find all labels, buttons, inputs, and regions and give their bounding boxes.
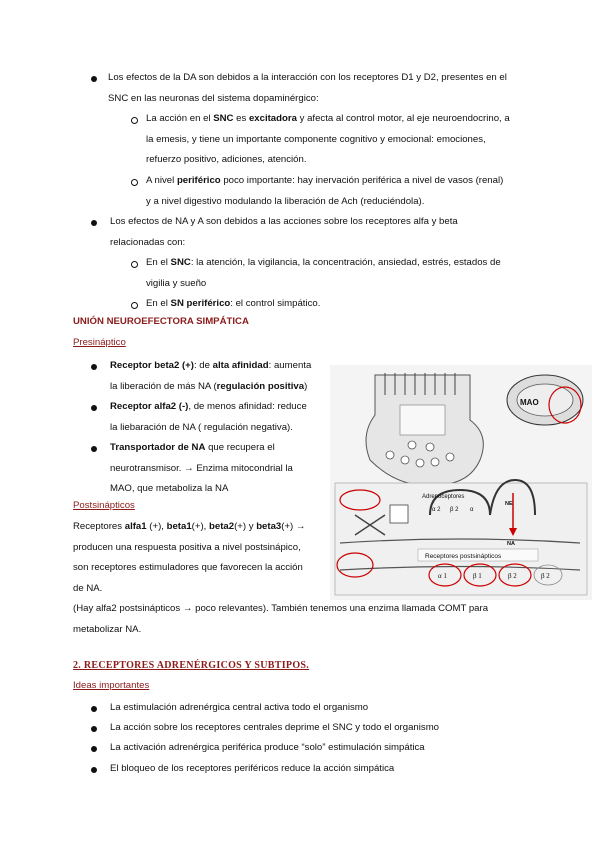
bullet-dot [91, 706, 97, 712]
figure-label-b3: β 2 [541, 572, 550, 580]
bullet-dot [91, 76, 97, 82]
paragraph-beta2 [110, 356, 340, 397]
sub-bullet-circle [131, 117, 138, 124]
text-line [146, 171, 566, 192]
text-span: poco importante: hay inervación periférica a nivel de vasos (renal) [220, 175, 504, 186]
text-line: metabolizar NA. [73, 623, 142, 635]
text-span: (+), [146, 521, 167, 532]
bullet-dot [91, 726, 97, 732]
bold-span: SNC [213, 113, 234, 124]
text-span: : aumenta [268, 360, 312, 371]
text-span: es [233, 113, 249, 124]
list-item: El bloqueo de los receptores periféricos reduce la acción simpática [110, 763, 395, 774]
text-line: neurotransmisor. → Enzima mitocondrial la [110, 462, 293, 474]
paragraph-transporter [110, 438, 340, 500]
paragraph-snc-attention [146, 253, 566, 294]
text-span: la liberación de más NA ( [110, 380, 217, 392]
text-line: relacionadas con: [110, 236, 186, 248]
text-span: (+) y [234, 521, 257, 532]
figure-label-alpha: α [470, 507, 474, 513]
bold-span: Receptor beta2 (+) [110, 360, 194, 371]
text-line: Los efectos de NA y A son debidos a las acciones sobre los receptores alfa y beta [110, 216, 458, 227]
figure-label-a1: α 1 [438, 572, 447, 580]
section-heading-receptores: 2. RECEPTORES ADRENÉRGICOS Y SUBTIPOS. [73, 660, 310, 671]
bold-span: SN periférico [170, 298, 231, 309]
text-line: (Hay alfa2 postsinápticos → poco relevantes). También tenemos una enzima llamada COMT para [73, 603, 489, 615]
text-line [146, 253, 566, 274]
bullet-dot [91, 767, 97, 773]
bullet-dot [91, 405, 97, 411]
figure-label-ne: NE [505, 501, 513, 507]
bold-span: beta3 [256, 521, 282, 532]
text-line: refuerzo positivo, adiciones, atención. [146, 154, 307, 166]
subheading-postsinapticos: Postsinápticos [73, 500, 135, 511]
figure-label-b2: β 2 [508, 572, 517, 580]
text-line [146, 109, 566, 130]
text-span: (+), [191, 521, 209, 532]
text-span: : la atención, la vigilancia, la concentración, ansiedad, estrés, estados de [190, 257, 501, 268]
sub-bullet-circle [131, 179, 138, 186]
bold-span: regulación positiva [216, 380, 305, 392]
text-line: son receptores estimuladores que favorecen la acción [73, 562, 303, 574]
figure-label-alpha2: α 2 [432, 507, 441, 513]
text-span: La acción en el [146, 113, 214, 124]
text-span: Receptores [73, 521, 125, 532]
bold-span: SNC [170, 257, 191, 268]
bold-span: Transportador de NA [110, 442, 206, 453]
bold-span: alta afinidad [212, 360, 269, 371]
figure-label-receptores-post: Receptores postsinápticos [425, 553, 502, 560]
text-span: : de [193, 360, 213, 371]
text-line [110, 377, 340, 398]
text-line [110, 356, 340, 377]
text-line: MAO, que metaboliza la NA [110, 483, 229, 495]
text-line: la emesis, y tiene un importante componente cognitivo y emocional: emociones, [146, 133, 486, 145]
paragraph-alfa2 [110, 397, 340, 438]
sub-bullet-circle [131, 302, 138, 309]
text-span: A nivel [146, 175, 177, 186]
text-line: y a nivel digestivo modulando la liberación de Ach (reduciéndola). [146, 195, 425, 207]
text-span: que recupera el [205, 442, 275, 453]
synapse-figure [330, 365, 592, 600]
bullet-dot [91, 364, 97, 370]
figure-label-beta2: β 2 [450, 507, 459, 513]
text-line: producen una respuesta positiva a nivel postsinápico, [73, 541, 301, 553]
text-span: y afecta al control motor, al eje neuroendocrino, a [296, 113, 510, 124]
subheading-presinaptico: Presináptico [73, 337, 126, 348]
section-heading-union: UNIÓN NEUROEFECTORA SIMPÁTICA [73, 316, 249, 327]
text-span: ) [304, 380, 308, 392]
paragraph-snc-action [146, 109, 566, 171]
text-line [110, 397, 340, 418]
list-item: La activación adrenérgica periférica produce “solo” estimulación simpática [110, 742, 425, 753]
paragraph-sn-peripheral [146, 294, 566, 315]
bold-span: beta2 [209, 521, 235, 532]
figure-label-mao: MAO [520, 398, 539, 407]
text-span: En el [146, 257, 171, 268]
subheading-ideas: Ideas importantes [73, 680, 150, 691]
text-span: : el control simpático. [230, 298, 321, 309]
text-line: Los efectos de la DA son debidos a la interacción con los receptores D1 y D2, presentes en el [108, 72, 507, 83]
text-line: la liebaración de NA ( regulación negativa). [110, 421, 293, 433]
bold-span: periférico [176, 175, 221, 186]
figure-label-b1: β 1 [473, 572, 482, 580]
list-item: La estimulación adrenérgica central activa todo el organismo [110, 702, 369, 713]
text-line [146, 294, 566, 315]
list-item: La acción sobre los receptores centrales deprime el SNC y todo el organismo [110, 722, 440, 733]
figure-label-na: NA [507, 541, 515, 547]
bullet-dot [91, 746, 97, 752]
bullet-dot [91, 220, 97, 226]
bold-span: Receptor alfa2 (-) [110, 401, 189, 412]
bullet-dot [91, 446, 97, 452]
paragraph-na-effects [110, 212, 550, 253]
paragraph-da-effects [108, 68, 548, 109]
bold-span: alfa1 [124, 521, 147, 532]
bold-span: beta1 [166, 521, 192, 532]
text-span: , de menos afinidad: reduce [188, 401, 307, 412]
sub-bullet-circle [131, 261, 138, 268]
figure-label-adrenoceptores: Adrenoceptores [422, 494, 465, 500]
text-span: En el [146, 298, 171, 309]
text-line: SNC en las neuronas del sistema dopaminérgico: [108, 92, 319, 104]
text-line [110, 438, 340, 459]
text-line: de NA. [73, 582, 103, 594]
paragraph-peripheral-action [146, 171, 566, 212]
text-line: vigilia y sueño [146, 277, 207, 289]
bold-span: excitadora [248, 113, 297, 124]
text-span: (+) → [281, 521, 306, 532]
